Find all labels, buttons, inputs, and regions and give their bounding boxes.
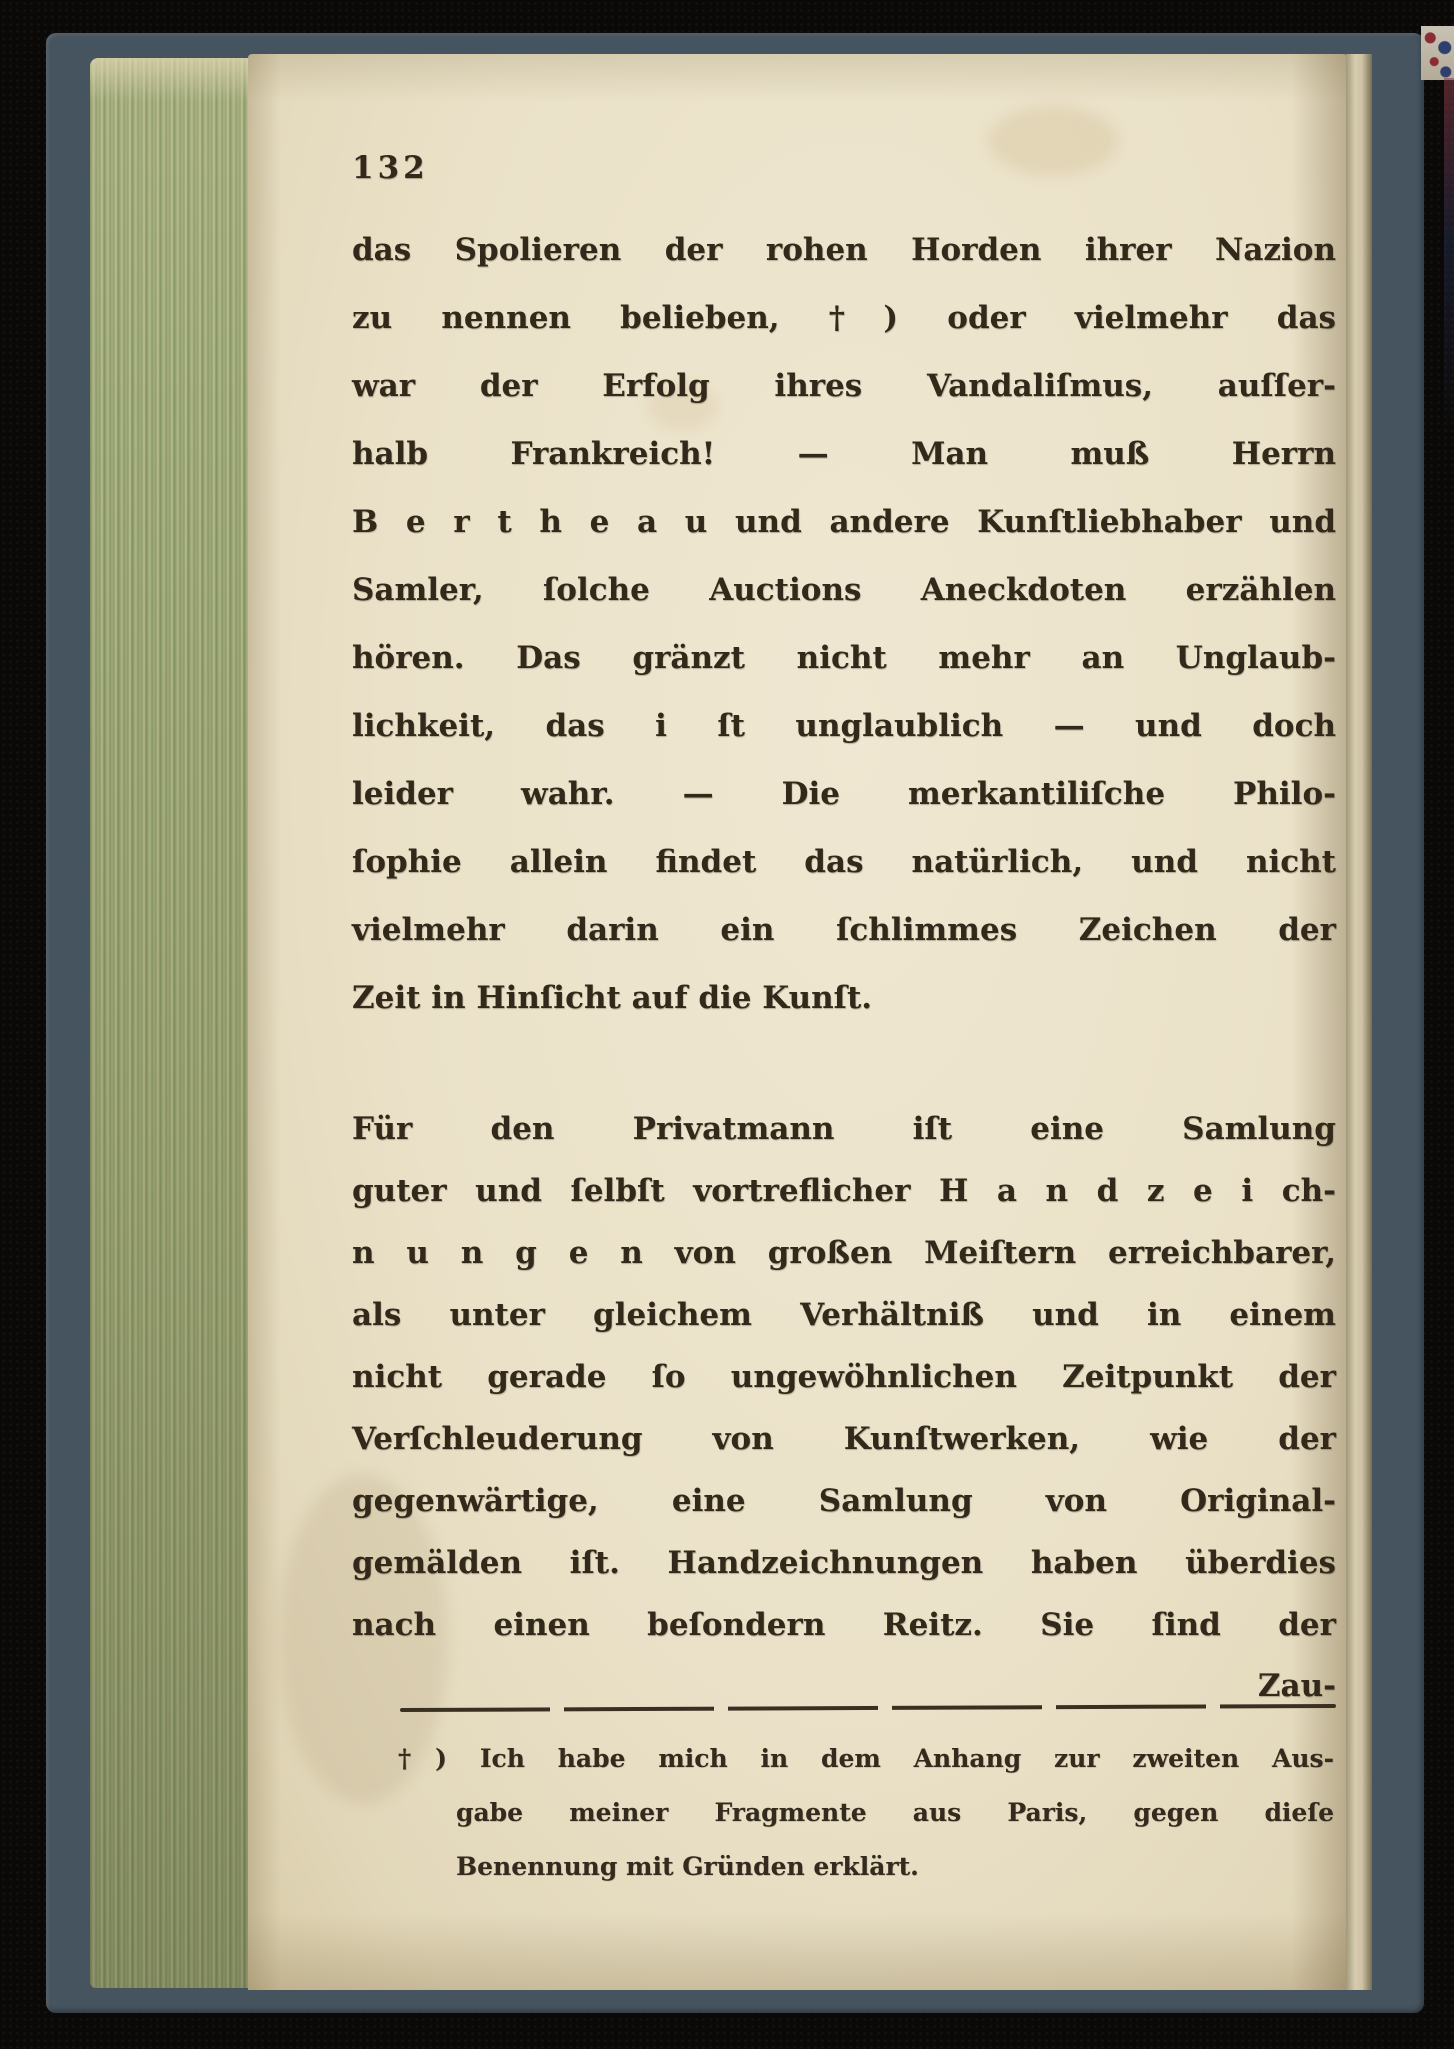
text-line: gegenwärtige, eine Samlung von Original- [352, 1483, 1336, 1519]
marbled-cover-edge [1444, 78, 1454, 438]
text-line: Zeit in Hinſicht auf die Kunſt. [352, 980, 873, 1016]
text-column [352, 216, 1336, 1710]
paper-stain [988, 106, 1118, 176]
text-line: hören. Das gränzt nicht mehr an Unglaub- [352, 640, 1336, 676]
book-page [248, 54, 1346, 1990]
text-line: lichkeit, das i ſt unglaublich — und doch [352, 708, 1336, 744]
text-line: vielmehr darin ein ſchlimmes Zeichen der [352, 912, 1336, 948]
text-line: guter und ſelbſt vortreflicher H a n d z e i ch- [352, 1173, 1336, 1209]
text-line: Samler, ſolche Auctions Aneckdoten erzählen [352, 572, 1336, 608]
text-line: n u n g e n von großen Meiſtern erreichbarer, [352, 1235, 1336, 1271]
text-line: Für den Privatmann iſt eine Samlung [352, 1111, 1336, 1147]
text-line: B e r t h e a u und andere Kunſtliebhaber und [352, 504, 1336, 540]
text-line: Verſchleuderung von Kunſtwerken, wie der [352, 1421, 1336, 1457]
footnote-line: Benennung mit Gründen erklärt. [456, 1852, 919, 1881]
text-line: zu nennen belieben, †) oder vielmehr das [352, 300, 1336, 336]
paragraph-1 [352, 216, 1336, 1032]
facing-page-edge [1346, 54, 1372, 1990]
text-line: gemälden iſt. Handzeichnungen haben überdies [352, 1545, 1336, 1581]
text-line: nach einen beſondern Reitz. Sie ſind der [352, 1607, 1336, 1643]
text-line: ſophie allein findet das natürlich, und nicht [352, 844, 1336, 880]
text-line: als unter gleichem Verhältniß und in einem [352, 1297, 1336, 1333]
page-number: 132 [352, 150, 429, 186]
catchword: Zau- [1257, 1668, 1336, 1704]
text-line: das Spolieren der rohen Horden ihrer Nazion [352, 232, 1336, 268]
text-line: war der Erfolg ihres Vandaliſmus, auſſer- [352, 368, 1336, 404]
text-line: leider wahr. — Die merkantiliſche Philo- [352, 776, 1336, 812]
page-edges-stack [90, 58, 252, 1988]
footnote-line: gabe meiner Fragmente aus Paris, gegen dieſe [456, 1798, 1334, 1827]
text-line: nicht gerade ſo ungewöhnlichen Zeitpunkt der [352, 1359, 1336, 1395]
paragraph-2 [352, 1098, 1336, 1656]
marbled-cover-corner [1421, 26, 1454, 80]
text-line: halb Frankreich! — Man muß Herrn [352, 436, 1336, 472]
footnote [398, 1732, 1334, 1894]
footnote-line: †) Ich habe mich in dem Anhang zur zweiten Aus- [398, 1744, 1334, 1773]
